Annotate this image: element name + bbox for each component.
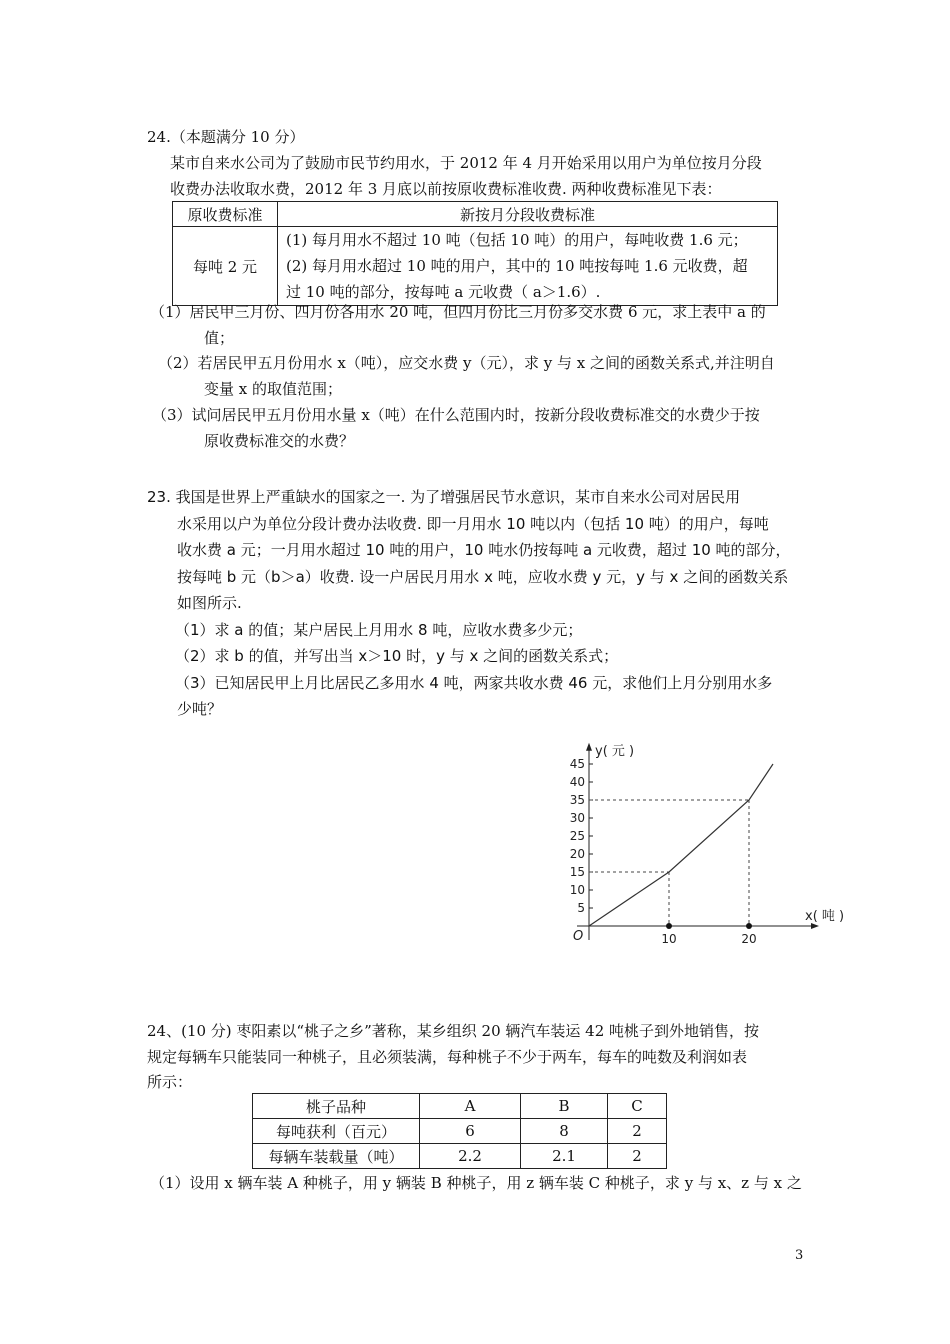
table-header-old: 原收费标准 (173, 202, 278, 227)
peach-header-c: C (608, 1094, 667, 1119)
peach-table (252, 1093, 667, 1169)
q24a-intro-line2: 收费办法收取水费，2012 年 3 月底以前按原收费标准收费. 两种收费标准见下表： (170, 180, 722, 198)
q23-line3: 收水费 a 元；一月用水超过 10 吨的用户，10 吨水仍按每吨 a 元收费，超过 10 吨的部分， (177, 541, 791, 559)
q24a-part2-line2: 变量 x 的取值范围； (204, 380, 342, 398)
q24b-part1: （1）设用 x 辆车装 A 种桃子，用 y 辆装 B 种桃子，用 z 辆车装 C 种桃子，求 y 与 x、z 与 x 之 (150, 1174, 802, 1192)
q23-line5: 如图所示. (177, 594, 242, 612)
x-axis-label: x( 吨 ) (805, 909, 845, 924)
water-fee-chart (552, 718, 872, 958)
q24a-part3-line2: 原收费标准交的水费？ (204, 432, 355, 450)
table-new-rule-1: (1) 每月用水不超过 10 吨（包括 10 吨）的用户，每吨收费 1.6 元； (286, 231, 748, 249)
peach-row-profit-b: 8 (521, 1119, 608, 1144)
y-tick-label: 45 (569, 757, 585, 771)
q24a-part2-line1: （2）若居民甲五月份用水 x（吨），应交水费 y（元），求 y 与 x 之间的函数关系式,并注明自 (158, 354, 775, 372)
table-header-new: 新按月分段收费标准 (278, 202, 778, 227)
peach-row-profit-c: 2 (608, 1119, 667, 1144)
q23-line2: 水采用以户为单位分段计费办法收费. 即一月用水 10 吨以内（包括 10 吨）的用户，每吨 (177, 514, 769, 533)
origin-label: O (573, 929, 584, 944)
peach-row-load-c: 2 (608, 1144, 667, 1169)
q24b-line1: 24、(10 分) 枣阳素以“桃子之乡”著称，某乡组织 20 辆汽车装运 42 吨桃子到外地销售，按 (147, 1022, 760, 1040)
series-line (589, 764, 773, 926)
peach-header-b: B (521, 1094, 608, 1119)
y-tick-label: 10 (569, 883, 585, 897)
q23-line1: 23. 我国是世界上严重缺水的国家之一. 为了增强居民节水意识，某市自来水公司对居民用 (147, 488, 741, 506)
q24a-title: 24.（本题满分 10 分） (147, 128, 305, 146)
q24a-part1-line2: 值； (204, 329, 235, 347)
y-tick-label: 5 (577, 901, 585, 915)
y-axis-label: y( 元 ) (595, 743, 635, 759)
q23-line4: 按每吨 b 元（b＞a）收费. 设一户居民月用水 x 吨，应收水费 y 元，y 与 x 之间的函数关系 (177, 567, 789, 586)
peach-header-variety: 桃子品种 (253, 1094, 420, 1119)
peach-header-a: A (420, 1094, 521, 1119)
fee-standard-table (172, 201, 778, 306)
y-tick-label: 20 (569, 847, 585, 861)
peach-row-profit-label: 每吨获利（百元） (253, 1119, 420, 1144)
q24a-part3-line1: （3）试问居民甲五月份用水量 x（吨）在什么范围内时，按新分段收费标准交的水费少于按 (152, 406, 760, 424)
q23-sub3-line1: （3）已知居民甲上月比居民乙多用水 4 吨，两家共收水费 46 元，求他们上月分别用水多 (175, 673, 773, 692)
q23-body (147, 484, 791, 723)
x-tick-label: 10 (661, 932, 677, 946)
y-tick-label: 35 (569, 793, 585, 807)
y-axis-arrow (586, 743, 592, 751)
table-new-rule-2: (2) 每月用水超过 10 吨的用户，其中的 10 吨按每吨 1.6 元收费，超 (286, 257, 748, 275)
q24b-line3: 所示： (147, 1073, 193, 1091)
q23-sub1: （1）求 a 的值；某户居民上月用水 8 吨，应收水费多少元； (175, 620, 583, 639)
q24a-intro-line1: 某市自来水公司为了鼓励市民节约用水，于 2012 年 4 月开始采用以用户为单位按月分段 (170, 154, 762, 172)
peach-row-load-label: 每辆车装载量（吨） (253, 1144, 420, 1169)
table-new-rule-3: 过 10 吨的部分，按每吨 a 元收费（ a＞1.6）. (286, 283, 601, 301)
peach-row-load-a: 2.2 (420, 1144, 521, 1169)
y-tick-label: 15 (569, 865, 585, 879)
q23-sub2: （2）求 b 的值，并写出当 x＞10 时，y 与 x 之间的函数关系式； (175, 647, 619, 665)
peach-row-load-b: 2.1 (521, 1144, 608, 1169)
y-tick-label: 25 (569, 829, 585, 843)
table-cell-old-rate: 每吨 2 元 (173, 227, 278, 306)
x-tick-label: 20 (741, 932, 757, 946)
q23-sub3-line2: 少吨？ (177, 700, 223, 718)
peach-row-profit-a: 6 (420, 1119, 521, 1144)
y-tick-label: 40 (569, 775, 585, 789)
y-tick-label: 30 (569, 811, 585, 825)
q24a-part1-line1: （1）居民甲三月份、四月份各用水 20 吨，但四月份比三月份多交水费 6 元，求上表中 a 的 (150, 303, 766, 321)
page-number: 3 (795, 1248, 804, 1263)
q24b-line2: 规定每辆车只能装同一种桃子，且必须装满，每种桃子不少于两车，每车的吨数及利润如表 (147, 1048, 748, 1066)
